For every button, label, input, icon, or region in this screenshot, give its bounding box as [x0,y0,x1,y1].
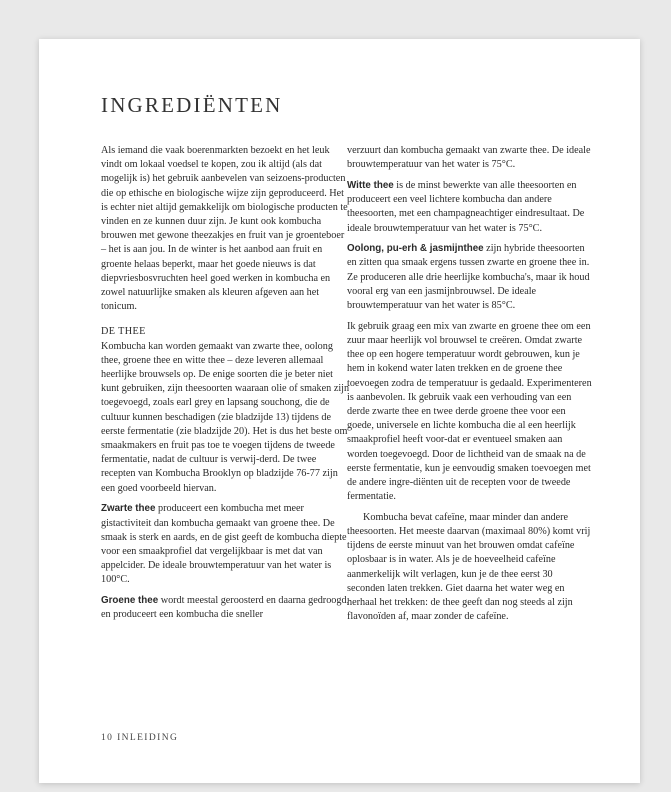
intro-paragraph: Als iemand die vaak boerenmarkten bezoekt en het leuk vindt om lokaal voedsel te kopen, zou ik altijd (als dat mogelijk is) het gebruik aanbevelen van seizoens-producten die op ethische en biologische wijze zijn geproduceerd. Het is echter niet altijd gemakkelijk om biologische producten te vinden en ze kunnen duur zijn. Je kunt ook kombucha brouwen met gewone theezakjes en fruit van je groenteboer – het is aan jou. In de winter is het aanbod aan fruit en groente helaas beperkt, maar het goede nieuws is dat diepvriesbosvruchten heel goed werken in kombucha en zowel natuurlijke smaken als kleuren afgeven aan het tonicum. [101,145,348,313]
mix-paragraph: Ik gebruik graag een mix van zwarte en groene thee om een zuur maar heerlijk vol brouwsel te creëren. Omdat zwarte thee op een hogere temperatuur wordt gebrouwen, kun je hem in kokend water laten trekken en de groene thee toevoegen zodra de temperatuur is gedaald. Experimenteren is aanbevolen. Ik gebruik vaak een verhouding van een derde zwarte thee en twee derde groene thee voor een goede, universele en lichte kombucha die al een heerlijk smaakprofiel heeft voor-dat er eventueel smaken aan worden toegevoegd. Door de lichtheid van de smaak na de eerste fermentatie, kun je eenvoudig smaken toevoegen met de andere ingre-diënten uit de recepten voor de tweede fermentatie. [347,320,592,503]
caffeine-paragraph: Kombucha bevat cafeïne, maar minder dan andere theesoorten. Het meeste daarvan (maximaal 80%) komt vrij tijdens de eerste minuut van het brouwen omdat cafeïne oplosbaar is in water. Als je de hoeveelheid cafeïne aanmerkelijk wilt verlagen, kun je de thee eerst 30 seconden laten trekken. Giet daarna het water weg en herhaal het trekken: de thee geeft dan nog steeds al zijn flavonoïden af, maar zonder de cafeïne. [347,511,591,623]
page-footer: 10 INLEIDING [101,733,179,743]
white-tea-lead: Witte thee [347,179,394,191]
oolong-paragraph [347,242,593,313]
black-tea-text: produceert een kombucha met meer gistactiviteit dan kombucha gemaakt van groene thee. De smaak is sterk en aards, en de gist geeft de kombucha diepte voor een smaakprofiel dat vergelijkbaar is met dat van appelcider. De ideale brouwtemperatuur van het water is 100°C. [101,503,347,586]
green-tea-continued: verzuurt dan kombucha gemaakt van zwarte thee. De ideale brouwtemperatuur van het water is 75°C. [347,145,591,171]
oolong-text: zijn hybride theesoorten en zitten qua smaak ergens tussen zwarte en groene thee in. Ze produceren alle drie heerlijke kombucha's, maar ik houd vooral erg van een jasmijnbrouwsel. De ideale brouwtemperatuur van het water is 85°C. [347,243,590,312]
book-page [39,39,640,783]
white-tea-paragraph [347,179,593,236]
green-tea-paragraph [101,594,351,622]
page-title: INGREDIËNTEN [101,93,283,117]
white-tea-text: is de minst bewerkte van alle theesoorten en produceert een veel lichtere kombucha dan andere theesoorten, met een champagneachtiger eindresultaat. De ideale brouwtemperatuur van het water is 75°C. [347,179,585,234]
tea-paragraph: Kombucha kan worden gemaakt van zwarte thee, oolong thee, groene thee en witte thee – deze leveren allemaal heerlijke brouwsels op. De enige soorten die je beter niet kunt gebruiken, zijn theesoorten waaraan olie of smaken zijn toegevoegd, zoals earl grey en lapsang souchong, die de cultuur kunnen beschadigen (zie bladzijde 13) tijdens de eerste fermentatie (zie bladzijde 20). Het is dus het beste om smaakmakers en fruit pas toe te voegen tijdens de tweede fermentatie, nadat de cultuur is verwij-derd. De twee recepten van Kombucha Brooklyn op bladzijde 76-77 zijn een goed voorbeeld hiervan. [101,340,350,494]
left-column [101,144,351,629]
green-tea-text: wordt meestal geroosterd en daarna gedroogd, en produceert een kombucha die sneller [101,595,350,621]
right-column [347,144,593,631]
black-tea-paragraph [101,502,351,587]
section-heading: DE THEE [101,326,146,338]
oolong-lead: Oolong, pu-erh & jasmijnthee [347,243,484,255]
black-tea-lead: Zwarte thee [101,503,156,515]
green-tea-lead: Groene thee [101,595,159,607]
